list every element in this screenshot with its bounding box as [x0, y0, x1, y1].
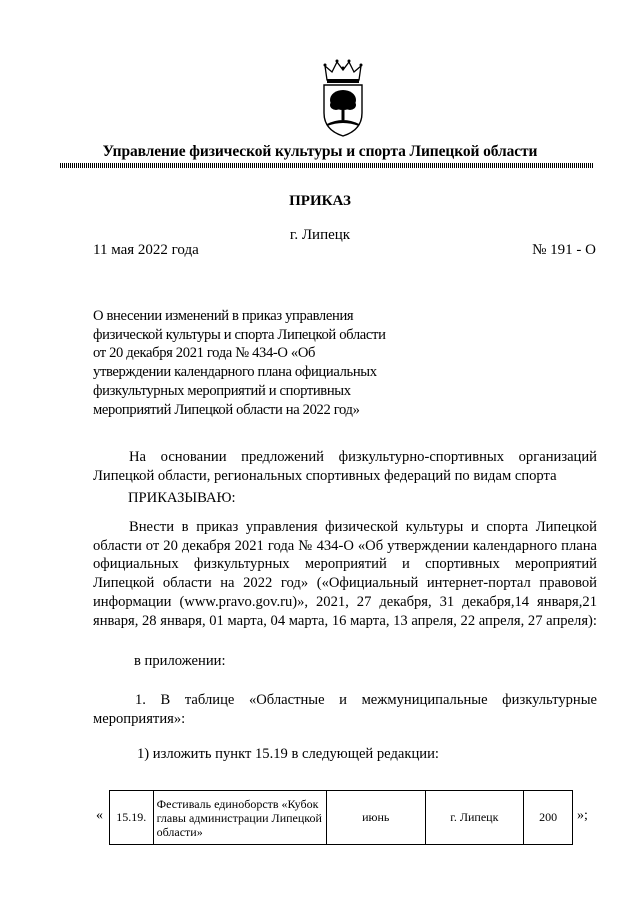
coat-of-arms-icon: [318, 58, 368, 138]
order-word: ПРИКАЗЫВАЮ:: [128, 490, 236, 506]
document-city: г. Липецк: [289, 227, 351, 243]
header-divider: [60, 163, 594, 168]
cell-participants: 200: [524, 791, 573, 845]
table-open-quote: «: [96, 808, 103, 823]
item-1-paragraph: 1. В таблице «Областные и межмуниципальные физкультурные мероприятия»:: [93, 692, 597, 727]
cell-number: 15.19.: [110, 791, 154, 845]
basis-paragraph: На основании предложений физкультурно-спортивных организаций Липецкой области, региональных спортивных федераций по видам спорта: [93, 449, 597, 484]
document-title: ПРИКАЗ: [289, 193, 351, 209]
document-number: № 191 - О: [532, 242, 596, 258]
organization-name: Управление физической культуры и спорта Липецкой области: [102, 143, 538, 160]
cell-event-name: Фестиваль единоборств «Кубок главы администрации Липецкой области»: [153, 791, 326, 845]
cell-month: июнь: [326, 791, 425, 845]
table-close-quote: »;: [577, 808, 588, 823]
table-row: [110, 791, 573, 845]
subitem-1-text: 1) изложить пункт 15.19 в следующей редакции:: [137, 746, 439, 762]
document-date: 11 мая 2022 года: [93, 242, 199, 258]
cell-place: г. Липецк: [425, 791, 524, 845]
in-appendix-text: в приложении:: [134, 653, 226, 669]
document-subject: О внесении изменений в приказ управления физической культуры и спорта Липецкой области от 20 декабря 2021 года № 434-О «Об утверждении календарного плана официальных физкультурных мероприятий и спортивных мероприятий Липецкой области на 2022 год»: [93, 308, 386, 418]
main-paragraph: Внести в приказ управления физической культуры и спорта Липецкой области от 20 декабря 2021 года № 434-О «Об утверждении календарного плана официальных физкультурных мероприятий и спортивных мероприятий Липецкой области на 2022 год» («Официальный интернет-портал правовой информации (www.pravo.gov.ru)», 2021, 27 декабря, 31 декабря,14 января,21 января, 28 января, 01 марта, 04 марта, 16 марта, 13 апреля, 22 апреля, 27 апреля):: [93, 519, 597, 629]
events-table: [109, 790, 573, 845]
